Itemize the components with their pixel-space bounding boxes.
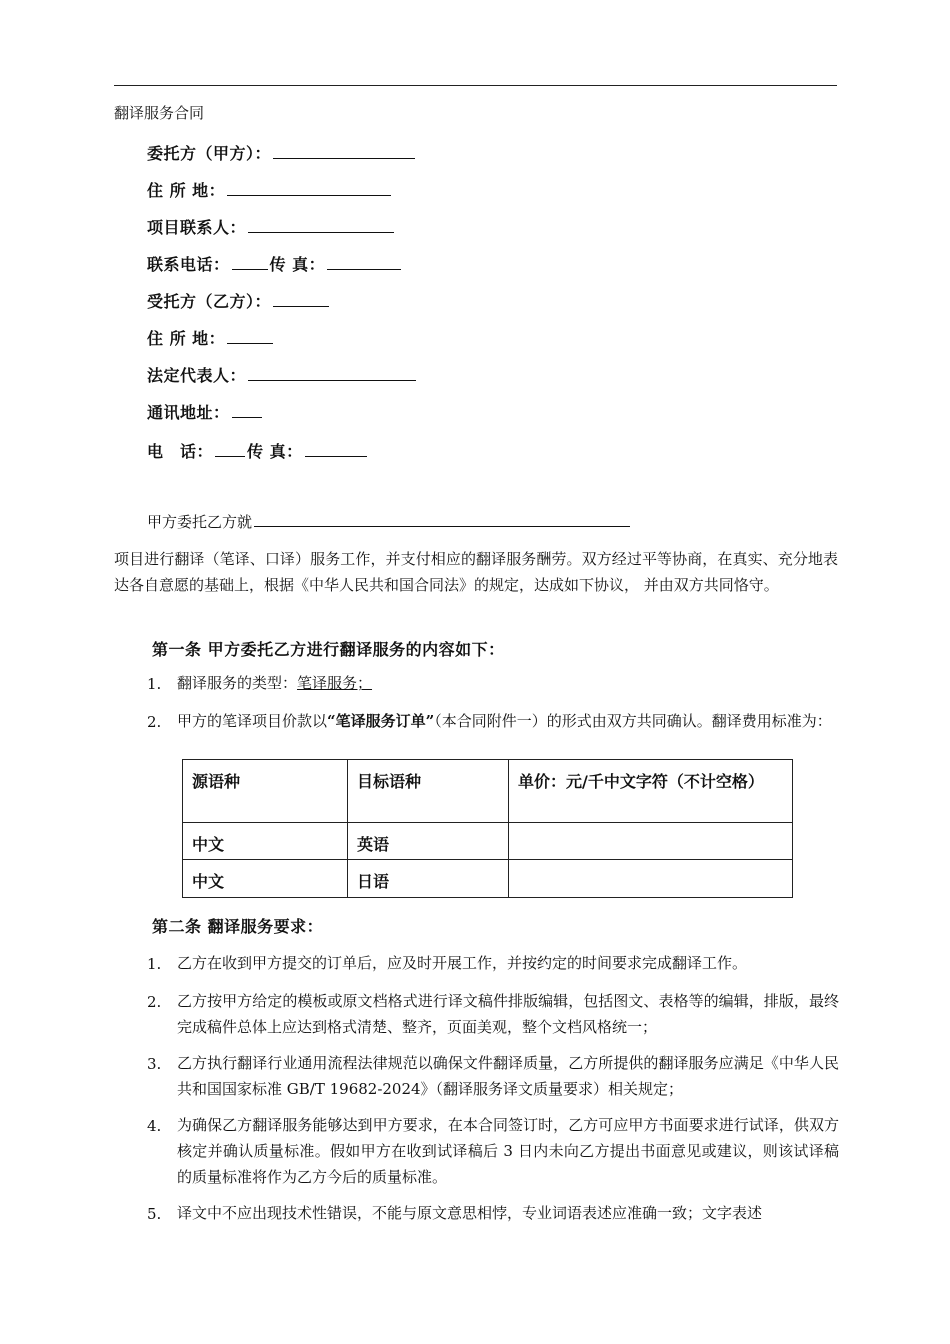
- price-confirm-text: （本合同附件一）的形式由双方共同确认。翻译费用标准为：: [434, 712, 832, 730]
- party-b-mailing-address-label: 通讯地址：: [147, 403, 230, 422]
- fee-table-row: [183, 860, 793, 898]
- party-a-name-field: [147, 141, 417, 164]
- party-b-representative-field: [147, 363, 418, 386]
- article-2-item-number: 5.: [147, 1205, 162, 1223]
- service-type-value: 笔译服务；: [297, 674, 373, 692]
- party-b-phone-blank[interactable]: [215, 441, 245, 457]
- party-a-phone-label: 联系电话：: [147, 255, 230, 274]
- party-a-name-blank[interactable]: [273, 143, 415, 159]
- fee-header-target: 目标语种: [348, 760, 509, 823]
- party-a-phone-fax-field: [147, 252, 403, 275]
- article-1-item-1-number: 1.: [147, 675, 162, 693]
- article-2-item: 乙方按甲方给定的模板或原文档格式进行译文稿件排版编辑，包括图文、表格等的编辑，排版，最终完成稿件总体上应达到格式清楚、整齐，页面美观，整个文档风格统一；: [177, 992, 839, 1036]
- party-a-contact-label: 项目联系人：: [147, 218, 247, 237]
- order-name-bold: “笔译服务订单”: [327, 712, 435, 730]
- intro-lead: 甲方委托乙方就: [147, 513, 253, 531]
- article-2-item-number: 4.: [147, 1117, 162, 1135]
- party-a-contact-field: [147, 215, 396, 238]
- fee-standard-table: [182, 759, 793, 898]
- party-a-name-label: 委托方（甲方）：: [147, 144, 272, 163]
- party-b-phone-label: 电 话：: [147, 442, 214, 461]
- fee-table-row: [183, 823, 793, 860]
- document-header-title: 翻译服务合同: [114, 104, 205, 122]
- party-a-fax-blank[interactable]: [327, 254, 401, 270]
- article-2-item-number: 2.: [147, 993, 162, 1011]
- fee-cell-price[interactable]: [509, 860, 793, 898]
- article-2-item: 译文中不应出现技术性错误，不能与原文意思相悖，专业词语表述应准确一致；文字表述: [177, 1204, 763, 1222]
- article-2-item: 乙方在收到甲方提交的订单后，应及时开展工作，并按约定的时间要求完成翻译工作。: [177, 954, 748, 972]
- party-b-representative-blank[interactable]: [248, 365, 416, 381]
- article-2-title: 第二条 翻译服务要求：: [152, 917, 324, 936]
- party-b-representative-label: 法定代表人：: [147, 366, 247, 385]
- article-1-item-2-number: 2.: [147, 713, 162, 731]
- party-b-fax-blank[interactable]: [305, 441, 367, 457]
- fee-cell-price[interactable]: [509, 823, 793, 860]
- party-b-mailing-address-field: [147, 400, 264, 423]
- fee-header-source: 源语种: [183, 760, 348, 823]
- intro-paragraph: 项目进行翻译（笔译、口译）服务工作，并支付相应的翻译服务酬劳。双方经过平等协商，在真实、充分地表达各自意愿的基础上，根据《中华人民共和国合同法》的规定，达成如下协议， 并由双方共同恪守。: [114, 550, 838, 594]
- fee-cell-source: 中文: [183, 823, 348, 860]
- project-name-blank[interactable]: [254, 511, 630, 527]
- intro-lead-line: [147, 509, 632, 535]
- article-2-item: 乙方执行翻译行业通用流程法律规范以确保文件翻译质量，乙方所提供的翻译服务应满足《中华人民共和国国家标准 GB/T 19682-2024》（翻译服务译文质量要求）相关规定；: [177, 1054, 839, 1098]
- party-a-address-blank[interactable]: [227, 180, 391, 196]
- article-2-item-number: 1.: [147, 955, 162, 973]
- fee-cell-source: 中文: [183, 860, 348, 898]
- party-b-name-field: [147, 289, 331, 312]
- article-1-item-1: [177, 670, 839, 696]
- party-a-phone-blank[interactable]: [232, 254, 268, 270]
- fee-cell-target: 英语: [348, 823, 509, 860]
- party-b-name-label: 受托方（乙方）：: [147, 292, 272, 311]
- party-b-mailing-address-blank[interactable]: [232, 402, 262, 418]
- party-b-fax-label: 传 真：: [247, 442, 303, 461]
- party-b-address-label: 住 所 地：: [147, 329, 226, 348]
- fee-header-price: 单价：元/千中文字符（不计空格）: [509, 760, 793, 823]
- fee-cell-target: 日语: [348, 860, 509, 898]
- party-a-fax-label: 传 真：: [269, 255, 326, 274]
- price-intro-text: 甲方的笔译项目价款以: [177, 712, 328, 730]
- fee-table-header-row: [183, 760, 793, 823]
- header-rule: [114, 85, 837, 86]
- service-type-label: 翻译服务的类型：: [177, 674, 298, 692]
- party-b-phone-fax-field: [147, 439, 369, 462]
- article-1-item-2: [177, 708, 839, 734]
- party-a-address-field: [147, 178, 393, 201]
- article-2-item: 为确保乙方翻译服务能够达到甲方要求，在本合同签订时，乙方可应甲方书面要求进行试译，供双方核定并确认质量标准。假如甲方在收到试译稿后 3 日内未向乙方提出书面意见或建议，则该试译稿的质量标准将作为乙方今后的质量标准。: [177, 1116, 839, 1186]
- party-b-name-blank[interactable]: [273, 291, 329, 307]
- party-b-address-blank[interactable]: [227, 328, 273, 344]
- party-b-address-field: [147, 326, 275, 349]
- article-1-title: 第一条 甲方委托乙方进行翻译服务的内容如下：: [152, 640, 505, 659]
- party-a-contact-blank[interactable]: [248, 217, 394, 233]
- party-a-address-label: 住 所 地：: [147, 181, 226, 200]
- article-2-item-number: 3.: [147, 1055, 162, 1073]
